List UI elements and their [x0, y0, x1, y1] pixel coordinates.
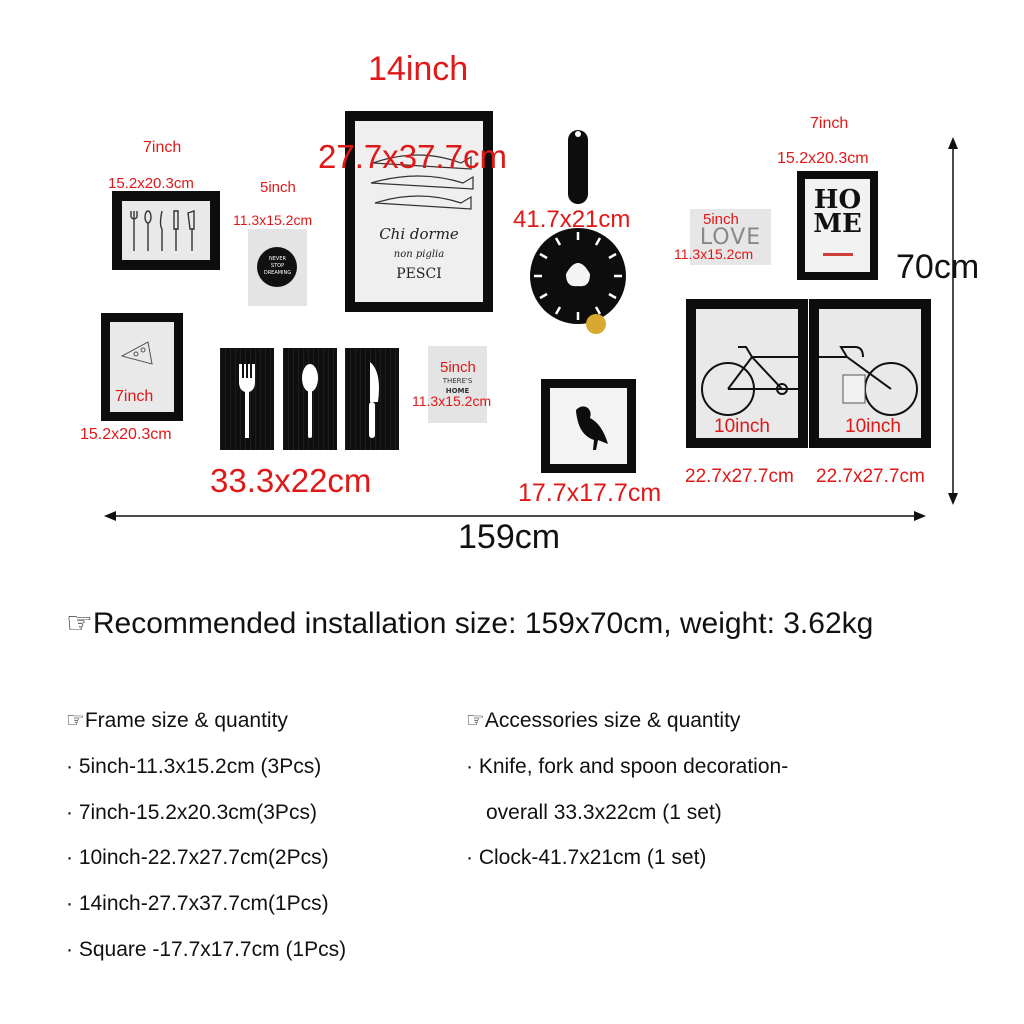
home-quote-card-size-label: 5inch [440, 359, 476, 376]
dream-card-size-label: 5inch [260, 179, 296, 196]
clock-dims-label: 41.7x21cm [513, 206, 631, 233]
fish-poster-size-label: 14inch [368, 50, 469, 88]
home-quote-card-dims-label: 11.3x15.2cm [412, 393, 492, 409]
fish-poster-line-1: Chi dorme [379, 225, 459, 243]
cutlery-frame-dims-label: 15.2x20.3cm [108, 175, 194, 192]
bike-left-dims-label: 22.7x27.7cm [685, 466, 794, 487]
dream-card-dims-label: 11.3x15.2cm [233, 212, 313, 228]
home-poster-line-1: HO [813, 185, 862, 215]
frame-list-item: · 10inch-22.7x27.7cm(2Pcs) [66, 846, 329, 869]
bike-right-dims-label: 22.7x27.7cm [816, 466, 925, 487]
dream-card-line-3: DREAMING [263, 270, 292, 276]
frame-list-item: · Square -17.7x17.7cm (1Pcs) [66, 938, 347, 961]
dream-card-text [248, 256, 307, 277]
frame-list-item: · 14inch-27.7x37.7cm(1Pcs) [66, 892, 329, 915]
home-poster-art [805, 179, 870, 272]
bird-frame-dims-label: 17.7x17.7cm [518, 479, 662, 507]
overall-height-label: 70cm [896, 248, 980, 286]
height-dimension-arrow [945, 135, 961, 507]
home-quote-line-1: THERE'S [442, 377, 473, 385]
love-card-size-label: 5inch [703, 211, 739, 228]
bird-art [550, 388, 627, 464]
cutlery-frame-size-label: 7inch [143, 139, 182, 156]
home-poster-accent [823, 253, 853, 256]
love-card-dims-label: 11.3x15.2cm [674, 246, 754, 262]
home-poster-frame [797, 171, 878, 280]
fish-poster-line-2: non piglia [393, 249, 445, 260]
fish-poster-dims-label: 27.7x37.7cm [318, 138, 507, 175]
cutlery-sketch-frame [112, 191, 220, 270]
knife-panel [345, 348, 399, 450]
home-poster-line-2: ME [813, 209, 862, 239]
overall-width-label: 159cm [458, 518, 561, 556]
pizza-frame-dims-label: 15.2x20.3cm [80, 426, 172, 443]
bike-right-size-label: 10inch [845, 416, 901, 437]
frame-size-list [66, 705, 456, 975]
home-quote-line-2: HOME [445, 387, 470, 395]
home-quote-card [428, 346, 487, 423]
bike-left-size-label: 10inch [714, 416, 770, 437]
cutlery-sketch-art [122, 201, 210, 260]
frame-list-heading: ☞Frame size & quantity [66, 709, 288, 732]
accessories-list-item: · Knife, fork and spoon decoration- [466, 755, 789, 778]
frame-list-item: · 5inch-11.3x15.2cm (3Pcs) [66, 755, 322, 778]
home-frame-dims-label: 15.2x20.3cm [777, 150, 869, 167]
recommended-installation-text: ☞Recommended installation size: 159x70cm, weight: 3.62kg [66, 607, 874, 640]
frying-pan-clock [528, 128, 628, 340]
accessories-list [466, 705, 916, 885]
bird-frame [541, 379, 636, 473]
fork-panel [220, 348, 274, 450]
frame-list-item: · 7inch-15.2x20.3cm(3Pcs) [66, 801, 317, 824]
spoon-panel [283, 348, 337, 450]
accessories-list-item: overall 33.3x22cm (1 set) [486, 801, 722, 824]
utensil-panels-dims-label: 33.3x22cm [210, 462, 372, 499]
accessories-list-item: · Clock-41.7x21cm (1 set) [466, 846, 707, 869]
love-card-text: LOVE [699, 225, 762, 250]
home-frame-size-label: 7inch [810, 115, 849, 132]
fish-poster-line-3: PESCI [396, 266, 442, 282]
accessories-list-heading: ☞Accessories size & quantity [466, 709, 741, 732]
pizza-frame-size-label: 7inch [115, 388, 154, 405]
dream-card [248, 229, 307, 306]
dream-card-line-2: STOP [270, 263, 285, 269]
dream-card-line-1: NEVER [269, 256, 286, 262]
